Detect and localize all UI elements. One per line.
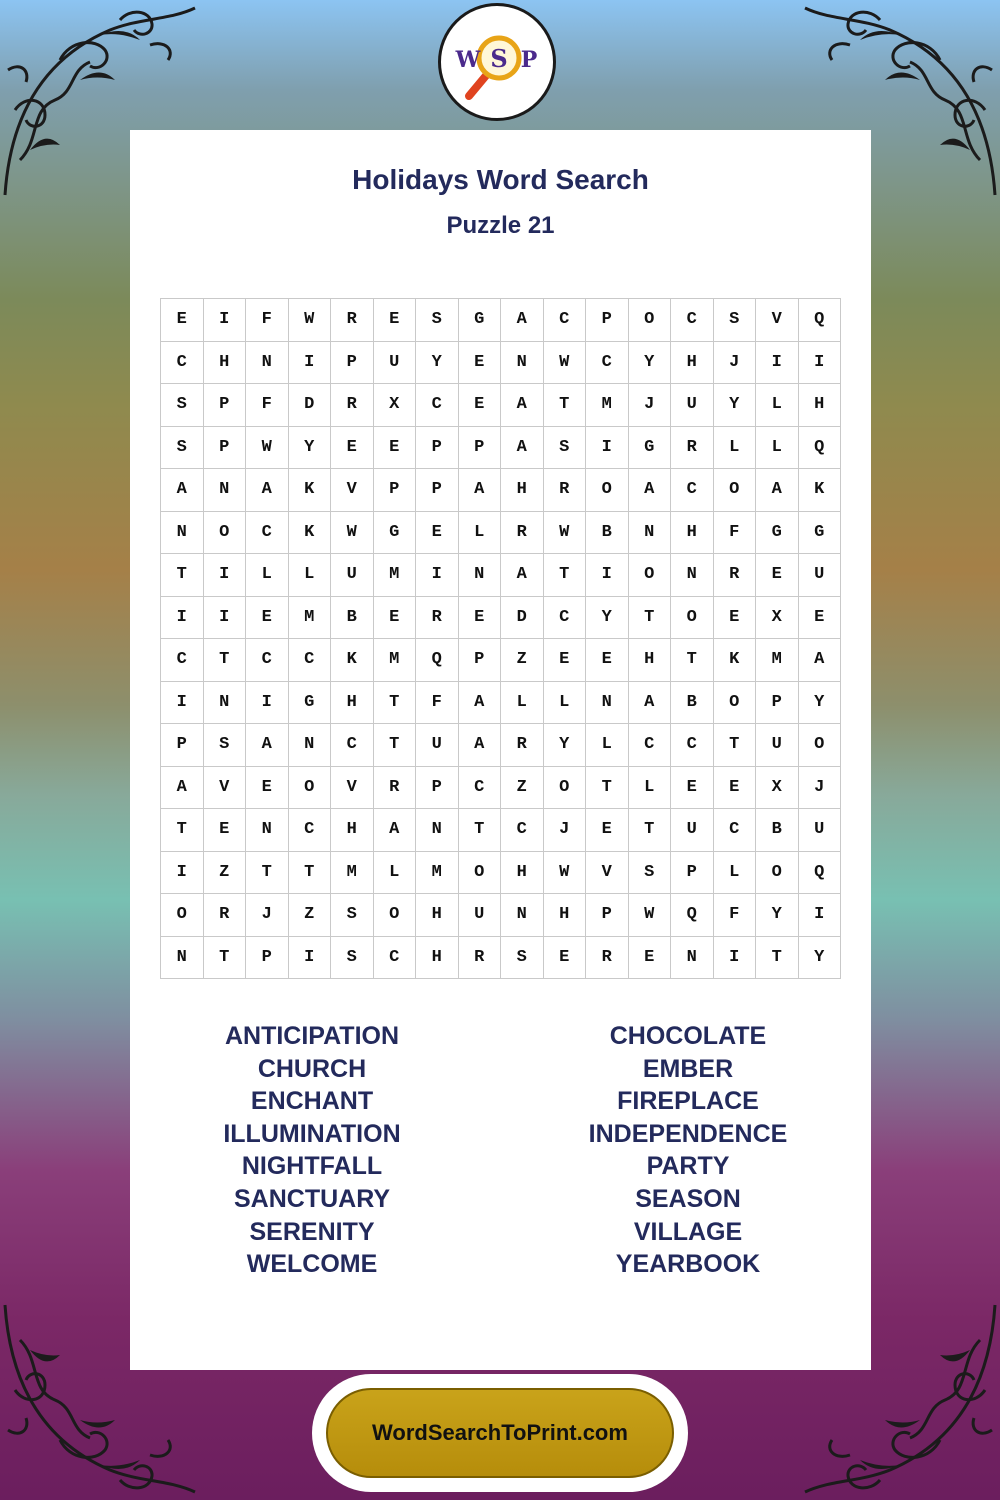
grid-cell[interactable]: T: [586, 767, 629, 810]
grid-cell[interactable]: C: [544, 299, 587, 342]
grid-cell[interactable]: E: [799, 597, 842, 640]
grid-cell[interactable]: T: [756, 937, 799, 980]
grid-cell[interactable]: O: [289, 767, 332, 810]
grid-cell[interactable]: Y: [416, 342, 459, 385]
grid-cell[interactable]: Y: [544, 724, 587, 767]
grid-cell[interactable]: X: [756, 767, 799, 810]
grid-cell[interactable]: E: [714, 597, 757, 640]
word-list-item: PARTY: [646, 1152, 730, 1181]
grid-cell[interactable]: O: [629, 554, 672, 597]
grid-cell[interactable]: E: [204, 809, 247, 852]
grid-cell[interactable]: E: [629, 937, 672, 980]
grid-cell[interactable]: E: [671, 767, 714, 810]
word-list-item: INDEPENDENCE: [588, 1119, 788, 1148]
word-list-right: [538, 1020, 838, 1281]
grid-cell[interactable]: P: [671, 852, 714, 895]
grid-cell[interactable]: L: [756, 427, 799, 470]
grid-cell[interactable]: E: [374, 299, 417, 342]
grid-cell[interactable]: H: [331, 682, 374, 725]
grid-cell[interactable]: O: [544, 767, 587, 810]
grid-cell[interactable]: Z: [289, 894, 332, 937]
grid-cell[interactable]: T: [161, 809, 204, 852]
grid-cell[interactable]: I: [204, 554, 247, 597]
grid-cell[interactable]: A: [459, 682, 502, 725]
grid-cell[interactable]: K: [289, 512, 332, 555]
grid-cell[interactable]: Q: [671, 894, 714, 937]
grid-cell[interactable]: L: [629, 767, 672, 810]
grid-cell[interactable]: I: [714, 937, 757, 980]
grid-cell[interactable]: K: [331, 639, 374, 682]
grid-cell[interactable]: H: [416, 894, 459, 937]
grid-cell[interactable]: R: [331, 384, 374, 427]
grid-cell[interactable]: T: [629, 809, 672, 852]
grid-cell[interactable]: U: [416, 724, 459, 767]
grid-cell[interactable]: T: [629, 597, 672, 640]
grid-cell[interactable]: I: [204, 299, 247, 342]
grid-cell[interactable]: N: [586, 682, 629, 725]
grid-cell[interactable]: G: [289, 682, 332, 725]
grid-cell[interactable]: U: [374, 342, 417, 385]
grid-cell[interactable]: S: [161, 384, 204, 427]
grid-cell[interactable]: O: [714, 682, 757, 725]
grid-cell[interactable]: L: [714, 427, 757, 470]
grid-cell[interactable]: T: [544, 384, 587, 427]
grid-cell[interactable]: W: [544, 342, 587, 385]
grid-cell[interactable]: L: [374, 852, 417, 895]
grid-cell[interactable]: S: [204, 724, 247, 767]
grid-cell[interactable]: P: [416, 767, 459, 810]
grid-cell[interactable]: T: [289, 852, 332, 895]
grid-cell[interactable]: P: [416, 469, 459, 512]
grid-cell[interactable]: Z: [501, 639, 544, 682]
grid-cell[interactable]: T: [246, 852, 289, 895]
grid-cell[interactable]: A: [756, 469, 799, 512]
grid-cell[interactable]: G: [374, 512, 417, 555]
grid-cell[interactable]: Y: [586, 597, 629, 640]
puzzle-number: Puzzle 21: [446, 212, 555, 239]
grid-cell[interactable]: I: [161, 852, 204, 895]
grid-cell[interactable]: P: [246, 937, 289, 980]
grid-cell[interactable]: N: [501, 342, 544, 385]
grid-cell[interactable]: P: [374, 469, 417, 512]
grid-cell[interactable]: H: [204, 342, 247, 385]
grid-cell[interactable]: A: [459, 469, 502, 512]
grid-cell[interactable]: A: [501, 384, 544, 427]
grid-cell[interactable]: D: [501, 597, 544, 640]
grid-cell[interactable]: T: [204, 937, 247, 980]
grid-cell[interactable]: O: [671, 597, 714, 640]
grid-cell[interactable]: C: [459, 767, 502, 810]
grid-cell[interactable]: Y: [629, 342, 672, 385]
grid-cell[interactable]: O: [459, 852, 502, 895]
grid-cell[interactable]: S: [629, 852, 672, 895]
grid-cell[interactable]: H: [416, 937, 459, 980]
grid-cell[interactable]: T: [544, 554, 587, 597]
grid-cell[interactable]: C: [671, 724, 714, 767]
grid-cell[interactable]: E: [756, 554, 799, 597]
site-logo[interactable]: [438, 3, 556, 121]
grid-cell[interactable]: O: [586, 469, 629, 512]
grid-cell[interactable]: A: [459, 724, 502, 767]
letter-grid: [160, 298, 841, 979]
grid-cell[interactable]: U: [459, 894, 502, 937]
grid-cell[interactable]: Y: [799, 682, 842, 725]
magnifier-logo-icon: [447, 12, 547, 112]
grid-cell[interactable]: H: [629, 639, 672, 682]
page-title: Holidays Word Search: [352, 164, 649, 195]
grid-cell[interactable]: R: [501, 512, 544, 555]
grid-cell[interactable]: S: [331, 937, 374, 980]
grid-cell[interactable]: A: [501, 427, 544, 470]
grid-cell[interactable]: I: [586, 554, 629, 597]
grid-cell[interactable]: A: [629, 682, 672, 725]
grid-cell[interactable]: P: [161, 724, 204, 767]
grid-cell[interactable]: S: [331, 894, 374, 937]
grid-cell[interactable]: K: [714, 639, 757, 682]
word-list-item: SANCTUARY: [233, 1184, 391, 1213]
grid-cell[interactable]: B: [756, 809, 799, 852]
grid-cell[interactable]: B: [331, 597, 374, 640]
grid-cell[interactable]: X: [374, 384, 417, 427]
grid-cell[interactable]: N: [629, 512, 672, 555]
grid-cell[interactable]: C: [289, 639, 332, 682]
grid-cell[interactable]: W: [629, 894, 672, 937]
grid-cell[interactable]: E: [374, 427, 417, 470]
grid-cell[interactable]: D: [289, 384, 332, 427]
grid-cell[interactable]: R: [374, 767, 417, 810]
word-list-item: WELCOME: [246, 1250, 378, 1279]
grid-cell[interactable]: O: [756, 852, 799, 895]
grid-cell[interactable]: J: [544, 809, 587, 852]
grid-cell[interactable]: A: [246, 724, 289, 767]
grid-cell[interactable]: J: [799, 767, 842, 810]
grid-cell[interactable]: S: [544, 427, 587, 470]
word-list-item: ILLUMINATION: [223, 1119, 401, 1148]
grid-cell[interactable]: I: [289, 937, 332, 980]
grid-cell[interactable]: E: [331, 427, 374, 470]
website-link-label: WordSearchToPrint.com: [372, 1420, 628, 1445]
grid-cell[interactable]: H: [544, 894, 587, 937]
grid-cell[interactable]: I: [246, 682, 289, 725]
grid-cell[interactable]: R: [416, 597, 459, 640]
grid-cell[interactable]: P: [756, 682, 799, 725]
grid-cell[interactable]: T: [374, 724, 417, 767]
grid-cell[interactable]: H: [501, 469, 544, 512]
grid-cell[interactable]: H: [671, 512, 714, 555]
grid-cell[interactable]: O: [374, 894, 417, 937]
grid-cell[interactable]: P: [204, 427, 247, 470]
puzzle-card: [130, 130, 871, 1370]
grid-cell[interactable]: I: [161, 597, 204, 640]
grid-cell[interactable]: I: [799, 894, 842, 937]
grid-cell[interactable]: W: [544, 512, 587, 555]
grid-cell[interactable]: W: [331, 512, 374, 555]
grid-cell[interactable]: U: [799, 554, 842, 597]
grid-cell[interactable]: F: [714, 512, 757, 555]
word-list-item: CHURCH: [257, 1054, 367, 1083]
grid-cell[interactable]: Q: [799, 427, 842, 470]
grid-cell[interactable]: W: [246, 427, 289, 470]
word-list-item: ANTICIPATION: [224, 1022, 400, 1050]
grid-cell[interactable]: O: [204, 512, 247, 555]
grid-cell[interactable]: I: [756, 342, 799, 385]
grid-cell[interactable]: F: [246, 384, 289, 427]
grid-cell[interactable]: J: [629, 384, 672, 427]
word-list-item: EMBER: [642, 1054, 734, 1083]
grid-cell[interactable]: V: [204, 767, 247, 810]
grid-cell[interactable]: H: [331, 809, 374, 852]
grid-cell[interactable]: U: [799, 809, 842, 852]
grid-cell[interactable]: N: [501, 894, 544, 937]
grid-cell[interactable]: N: [671, 937, 714, 980]
grid-cell[interactable]: P: [459, 427, 502, 470]
grid-cell[interactable]: I: [161, 682, 204, 725]
grid-cell[interactable]: R: [671, 427, 714, 470]
grid-cell[interactable]: M: [331, 852, 374, 895]
grid-cell[interactable]: X: [756, 597, 799, 640]
grid-cell[interactable]: Q: [416, 639, 459, 682]
grid-cell[interactable]: A: [799, 639, 842, 682]
grid-cell[interactable]: M: [416, 852, 459, 895]
logo-letter-s: S: [490, 44, 508, 73]
grid-cell[interactable]: C: [629, 724, 672, 767]
grid-cell[interactable]: R: [501, 724, 544, 767]
grid-cell[interactable]: P: [459, 639, 502, 682]
grid-cell[interactable]: O: [799, 724, 842, 767]
word-list-item: SEASON: [635, 1184, 741, 1213]
grid-cell[interactable]: L: [289, 554, 332, 597]
grid-cell[interactable]: Y: [714, 384, 757, 427]
grid-cell[interactable]: N: [161, 937, 204, 980]
grid-cell[interactable]: F: [714, 894, 757, 937]
grid-cell[interactable]: A: [161, 767, 204, 810]
grid-cell[interactable]: L: [501, 682, 544, 725]
grid-cell[interactable]: J: [246, 894, 289, 937]
grid-cell[interactable]: N: [671, 554, 714, 597]
grid-cell[interactable]: N: [204, 469, 247, 512]
word-list-left: [162, 1020, 462, 1281]
grid-cell[interactable]: F: [416, 682, 459, 725]
website-link-button[interactable]: [326, 1388, 674, 1478]
grid-cell[interactable]: B: [586, 512, 629, 555]
grid-cell[interactable]: L: [714, 852, 757, 895]
grid-cell[interactable]: A: [501, 299, 544, 342]
grid-cell[interactable]: R: [331, 299, 374, 342]
grid-cell[interactable]: T: [204, 639, 247, 682]
grid-cell[interactable]: L: [756, 384, 799, 427]
grid-cell[interactable]: A: [629, 469, 672, 512]
grid-cell[interactable]: E: [586, 809, 629, 852]
grid-cell[interactable]: N: [246, 809, 289, 852]
word-list-item: NIGHTFALL: [241, 1152, 383, 1181]
grid-cell[interactable]: E: [544, 937, 587, 980]
grid-cell[interactable]: O: [629, 299, 672, 342]
grid-cell[interactable]: C: [586, 342, 629, 385]
grid-cell[interactable]: K: [289, 469, 332, 512]
grid-cell[interactable]: O: [161, 894, 204, 937]
grid-cell[interactable]: E: [459, 384, 502, 427]
grid-cell[interactable]: C: [161, 639, 204, 682]
grid-cell[interactable]: H: [671, 342, 714, 385]
grid-cell[interactable]: N: [416, 809, 459, 852]
grid-cell[interactable]: H: [501, 852, 544, 895]
grid-cell[interactable]: S: [416, 299, 459, 342]
grid-cell[interactable]: M: [586, 384, 629, 427]
grid-cell[interactable]: I: [586, 427, 629, 470]
grid-cell[interactable]: Q: [799, 852, 842, 895]
grid-cell[interactable]: V: [331, 767, 374, 810]
grid-cell[interactable]: P: [204, 384, 247, 427]
grid-cell[interactable]: E: [459, 342, 502, 385]
grid-cell[interactable]: S: [714, 299, 757, 342]
grid-cell[interactable]: S: [501, 937, 544, 980]
grid-cell[interactable]: C: [331, 724, 374, 767]
grid-cell[interactable]: L: [586, 724, 629, 767]
grid-cell[interactable]: E: [459, 597, 502, 640]
grid-cell[interactable]: T: [671, 639, 714, 682]
grid-cell[interactable]: C: [501, 809, 544, 852]
grid-cell[interactable]: T: [161, 554, 204, 597]
grid-cell[interactable]: G: [629, 427, 672, 470]
grid-cell[interactable]: E: [544, 639, 587, 682]
grid-cell[interactable]: E: [246, 597, 289, 640]
grid-cell[interactable]: W: [289, 299, 332, 342]
grid-cell[interactable]: I: [289, 342, 332, 385]
grid-cell[interactable]: V: [756, 299, 799, 342]
word-list-item: SERENITY: [249, 1217, 375, 1246]
grid-cell[interactable]: M: [374, 639, 417, 682]
grid-cell[interactable]: G: [799, 512, 842, 555]
grid-cell[interactable]: R: [586, 937, 629, 980]
grid-cell[interactable]: I: [204, 597, 247, 640]
grid-cell[interactable]: G: [459, 299, 502, 342]
grid-cell[interactable]: T: [714, 724, 757, 767]
grid-cell[interactable]: J: [714, 342, 757, 385]
grid-cell[interactable]: E: [246, 767, 289, 810]
grid-cell[interactable]: A: [246, 469, 289, 512]
grid-cell[interactable]: V: [331, 469, 374, 512]
grid-cell[interactable]: A: [374, 809, 417, 852]
grid-cell[interactable]: Z: [204, 852, 247, 895]
grid-cell[interactable]: V: [586, 852, 629, 895]
logo-letter-p: P: [520, 47, 538, 73]
grid-cell[interactable]: R: [544, 469, 587, 512]
grid-cell[interactable]: M: [756, 639, 799, 682]
grid-cell[interactable]: C: [671, 299, 714, 342]
grid-cell[interactable]: P: [586, 299, 629, 342]
grid-cell[interactable]: C: [416, 384, 459, 427]
grid-cell[interactable]: E: [586, 639, 629, 682]
grid-cell[interactable]: C: [289, 809, 332, 852]
grid-cell[interactable]: K: [799, 469, 842, 512]
word-list-item: FIREPLACE: [617, 1087, 759, 1116]
grid-cell[interactable]: C: [246, 639, 289, 682]
grid-cell[interactable]: Y: [756, 894, 799, 937]
grid-cell[interactable]: E: [416, 512, 459, 555]
word-list-item: CHOCOLATE: [609, 1022, 767, 1050]
grid-cell[interactable]: U: [756, 724, 799, 767]
grid-cell[interactable]: C: [246, 512, 289, 555]
grid-cell[interactable]: E: [374, 597, 417, 640]
grid-cell[interactable]: C: [714, 809, 757, 852]
grid-cell[interactable]: L: [544, 682, 587, 725]
grid-cell[interactable]: R: [714, 554, 757, 597]
grid-cell[interactable]: T: [374, 682, 417, 725]
grid-cell[interactable]: G: [756, 512, 799, 555]
grid-cell[interactable]: L: [459, 512, 502, 555]
grid-cell[interactable]: I: [416, 554, 459, 597]
logo-letter-w: W: [455, 47, 481, 73]
grid-cell[interactable]: C: [544, 597, 587, 640]
grid-cell[interactable]: A: [501, 554, 544, 597]
grid-cell[interactable]: H: [799, 384, 842, 427]
grid-cell[interactable]: C: [671, 469, 714, 512]
grid-cell[interactable]: N: [204, 682, 247, 725]
grid-cell[interactable]: F: [246, 299, 289, 342]
grid-cell[interactable]: R: [204, 894, 247, 937]
grid-cell[interactable]: A: [161, 469, 204, 512]
word-list-item: YEARBOOK: [615, 1250, 761, 1279]
grid-cell[interactable]: N: [459, 554, 502, 597]
grid-cell[interactable]: Z: [501, 767, 544, 810]
grid-cell[interactable]: U: [331, 554, 374, 597]
grid-cell[interactable]: T: [459, 809, 502, 852]
grid-cell[interactable]: N: [246, 342, 289, 385]
grid-cell[interactable]: W: [544, 852, 587, 895]
grid-cell[interactable]: B: [671, 682, 714, 725]
grid-cell[interactable]: Y: [289, 427, 332, 470]
grid-cell[interactable]: I: [799, 342, 842, 385]
grid-cell[interactable]: E: [161, 299, 204, 342]
word-list-item: VILLAGE: [633, 1217, 743, 1246]
grid-cell[interactable]: C: [161, 342, 204, 385]
grid-cell[interactable]: N: [161, 512, 204, 555]
grid-cell[interactable]: M: [374, 554, 417, 597]
grid-cell[interactable]: Q: [799, 299, 842, 342]
grid-cell[interactable]: C: [374, 937, 417, 980]
grid-cell[interactable]: L: [246, 554, 289, 597]
grid-cell[interactable]: E: [714, 767, 757, 810]
grid-cell[interactable]: P: [416, 427, 459, 470]
grid-cell[interactable]: U: [671, 809, 714, 852]
grid-cell[interactable]: P: [331, 342, 374, 385]
grid-cell[interactable]: O: [714, 469, 757, 512]
grid-cell[interactable]: P: [586, 894, 629, 937]
grid-cell[interactable]: S: [161, 427, 204, 470]
grid-cell[interactable]: R: [459, 937, 502, 980]
grid-cell[interactable]: M: [289, 597, 332, 640]
grid-cell[interactable]: Y: [799, 937, 842, 980]
grid-cell[interactable]: N: [289, 724, 332, 767]
grid-cell[interactable]: U: [671, 384, 714, 427]
word-list-item: ENCHANT: [250, 1087, 374, 1116]
